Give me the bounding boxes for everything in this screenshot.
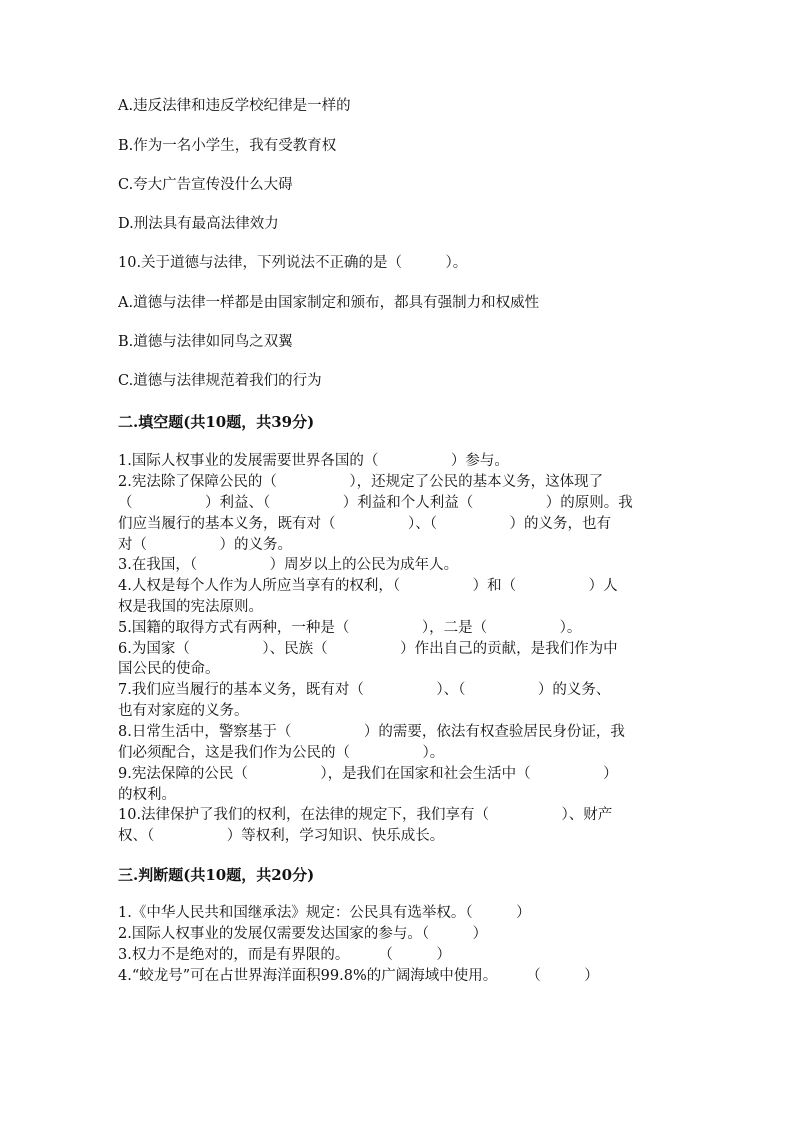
q9-option-d: D.刑法具有最高法律效力 xyxy=(118,216,279,232)
fill-line: 7.我们应当履行的基本义务，既有对（ ）、（ ）的义务、 xyxy=(118,682,611,698)
section-judgement-heading: 三.判断题(共10题，共20分) xyxy=(118,866,315,884)
q10-option-c: C.道德与法律规范着我们的行为 xyxy=(118,373,322,389)
fill-line: （ ）利益、（ ）利益和个人利益（ ）的原则。我 xyxy=(118,495,633,511)
q10-option-b: B.道德与法律如同鸟之双翼 xyxy=(118,334,293,350)
judge-line: 3.权力不是绝对的，而是有界限的。 （ ） xyxy=(118,947,451,963)
fill-line: 的权利。 xyxy=(118,787,176,803)
fill-line: 8.日常生活中，警察基于（ ）的需要，依法有权查验居民身份证，我 xyxy=(118,724,625,740)
fill-line: 对（ ）的义务。 xyxy=(118,537,292,553)
fill-line: 权是我国的宪法原则。 xyxy=(118,599,263,615)
fill-line: 4.人权是每个人作为人所应当享有的权利，（ ）和（ ）人 xyxy=(118,578,618,594)
fill-line: 也有对家庭的义务。 xyxy=(118,703,249,719)
fill-line: 2.宪法除了保障公民的（ ），还规定了公民的基本义务，这体现了 xyxy=(118,474,604,490)
fill-line: 10.法律保护了我们的权利，在法律的规定下，我们享有（ ）、财产 xyxy=(118,807,613,823)
section-fill-blank-heading: 二.填空题(共10题，共39分) xyxy=(118,413,315,431)
q10-option-a: A.道德与法律一样都是由国家制定和颁布，都具有强制力和权威性 xyxy=(118,295,540,311)
q9-option-a: A.违反法律和违反学校纪律是一样的 xyxy=(118,98,351,114)
fill-line: 5.国籍的取得方式有两种，一种是（ ），二是（ ）。 xyxy=(118,620,582,636)
q10-stem: 10.关于道德与法律，下列说法不正确的是（ ）。 xyxy=(118,255,468,271)
judge-line: 4.“蛟龙号”可在占世界海洋面积99.8%的广阔海域中使用。 （ ） xyxy=(118,968,599,984)
judge-line: 2.国际人权事业的发展仅需要发达国家的参与。（ ） xyxy=(118,926,488,942)
fill-line: 3.在我国，（ ）周岁以上的公民为成年人。 xyxy=(118,557,459,573)
fill-line: 9.宪法保障的公民（ ），是我们在国家和社会生活中（ ） xyxy=(118,766,618,782)
q9-option-c: C.夸大广告宣传没什么大碍 xyxy=(118,177,293,193)
fill-line: 权、（ ）等权利，学习知识、快乐成长。 xyxy=(118,828,445,844)
fill-line: 国公民的使命。 xyxy=(118,661,220,677)
fill-line: 6.为国家（ ）、民族（ ）作出自己的贡献，是我们作为中 xyxy=(118,641,618,657)
fill-line: 们应当履行的基本义务，既有对（ ）、（ ）的义务，也有 xyxy=(118,516,611,532)
fill-line: 们必须配合，这是我们作为公民的（ ）。 xyxy=(118,745,445,761)
judge-line: 1.《中华人民共和国继承法》规定：公民具有选举权。（ ） xyxy=(118,905,531,921)
q9-option-b: B.作为一名小学生，我有受教育权 xyxy=(118,138,337,154)
fill-line: 1.国际人权事业的发展需要世界各国的（ ）参与。 xyxy=(118,453,509,469)
